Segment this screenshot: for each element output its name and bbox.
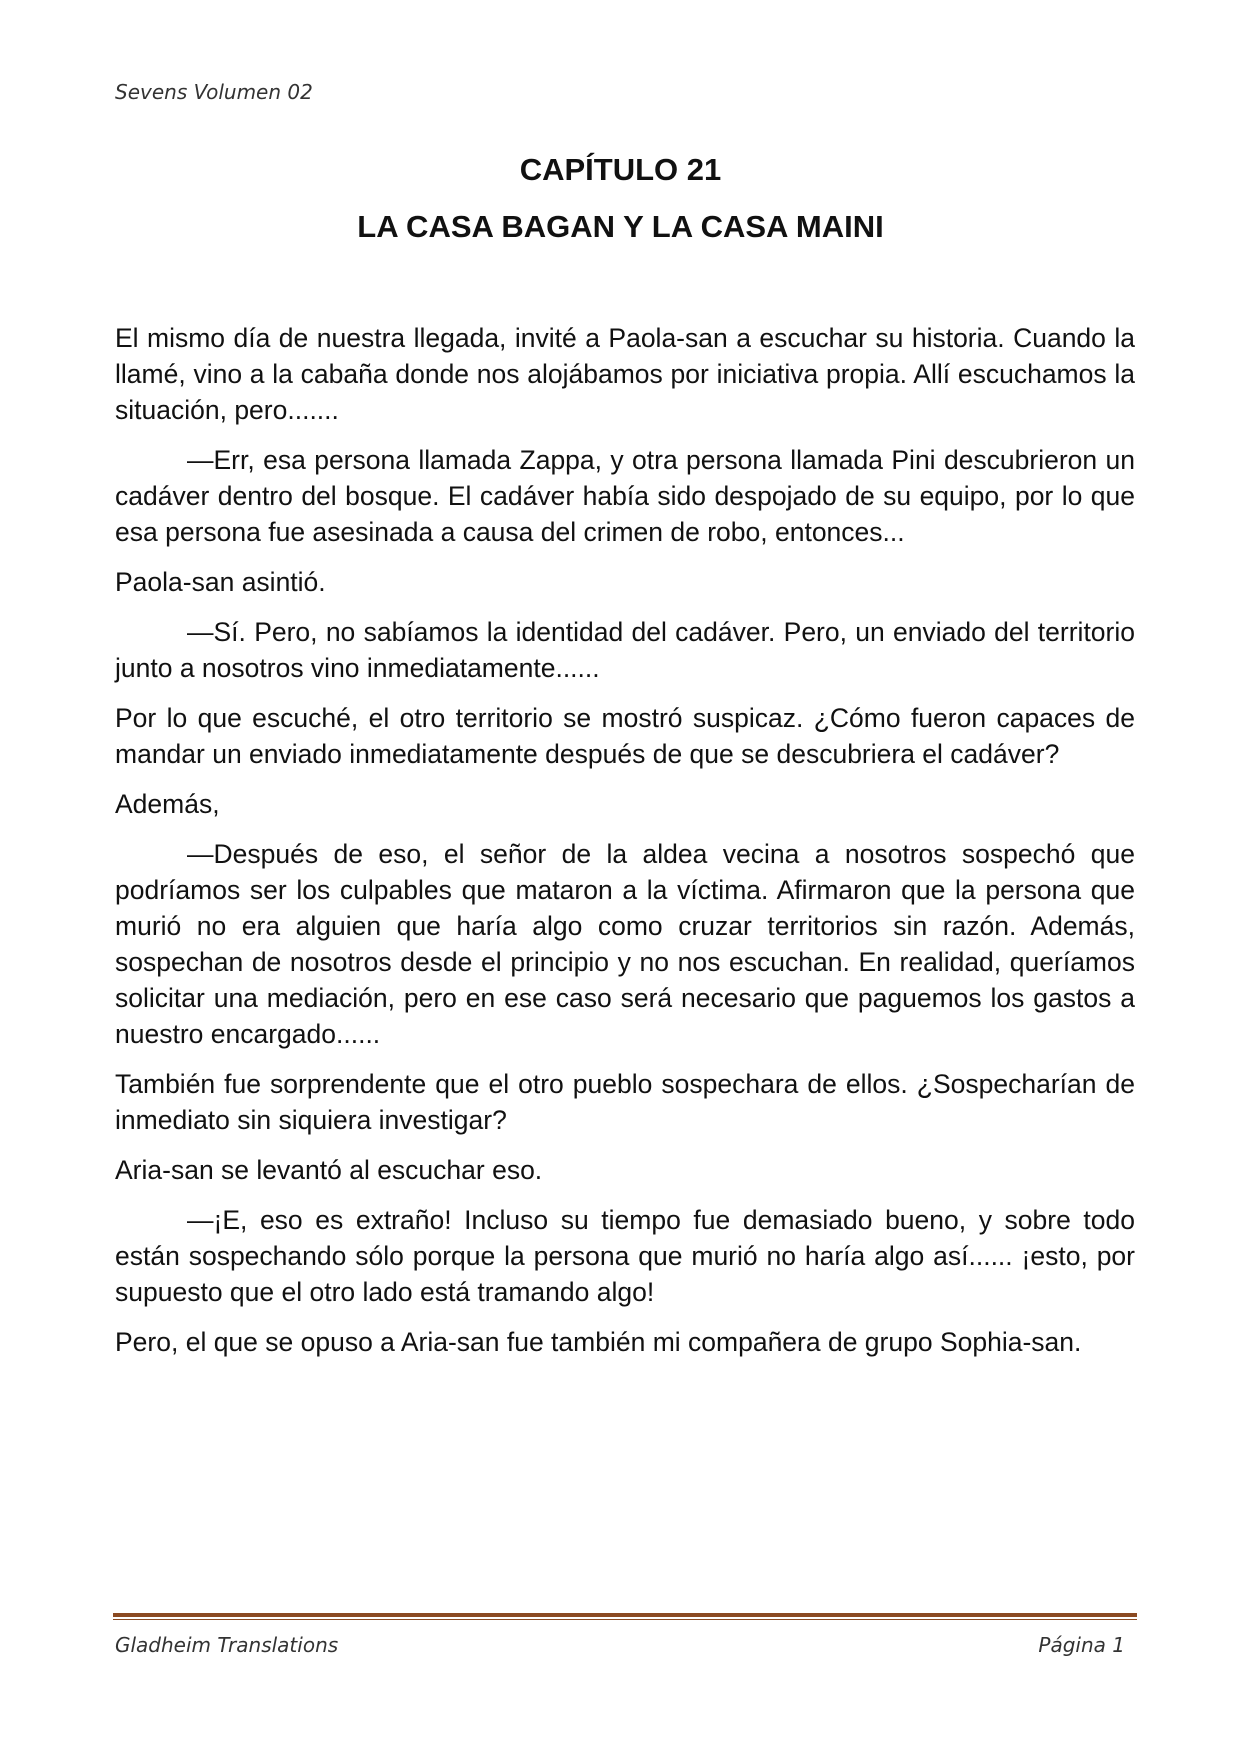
dialogue-paragraph: —Sí. Pero, no sabíamos la identidad del cadáver. Pero, un enviado del territorio junto a nosotros vino inmediatamente...... (115, 617, 1135, 683)
footer-rule (113, 1613, 1137, 1617)
paragraph: Aria-san se levantó al escuchar eso. (115, 1155, 543, 1185)
chapter-body (115, 320, 1135, 1374)
footer-rule-thin (113, 1619, 1137, 1620)
paragraph: Pero, el que se opuso a Aria-san fue también mi compañera de grupo Sophia-san. (115, 1327, 1082, 1357)
paragraph: También fue sorprendente que el otro pueblo sospechara de ellos. ¿Sospecharían de inmediato sin siquiera investigar? (115, 1069, 1135, 1135)
dialogue-paragraph: —Err, esa persona llamada Zappa, y otra persona llamada Pini descubrieron un cadáver dentro del bosque. El cadáver había sido despojado de su equipo, por lo que esa persona fue asesinada a causa del crimen de robo, entonces... (115, 445, 1135, 547)
chapter-title: LA CASA BAGAN Y LA CASA MAINI (357, 209, 884, 244)
chapter-number: CAPÍTULO 21 (519, 152, 722, 187)
paragraph: Además, (115, 789, 220, 819)
dialogue-paragraph: —¡E, eso es extraño! Incluso su tiempo fue demasiado bueno, y sobre todo están sospechando sólo porque la persona que murió no haría algo así...... ¡esto, por supuesto que el otro lado está tramando algo! (115, 1205, 1135, 1307)
page-number: Página 1 (1038, 1633, 1125, 1657)
paragraph: El mismo día de nuestra llegada, invité a Paola-san a escuchar su historia. Cuando la llamé, vino a la cabaña donde nos alojábamos por iniciativa propia. Allí escuchamos la situación, pero....... (115, 323, 1135, 425)
paragraph: Paola-san asintió. (115, 567, 326, 597)
footer-publisher: Gladheim Translations (115, 1633, 339, 1657)
dialogue-paragraph: —Después de eso, el señor de la aldea vecina a nosotros sospechó que podríamos ser los culpables que mataron a la víctima. Afirmaron que la persona que murió no era alguien que haría algo como cruzar territorios sin razón. Además, sospechan de nosotros desde el principio y no nos escuchan. En realidad, queríamos solicitar una mediación, pero en ese caso será necesario que paguemos los gastos a nuestro encargado...... (115, 839, 1135, 1049)
paragraph: Por lo que escuché, el otro territorio se mostró suspicaz. ¿Cómo fueron capaces de mandar un enviado inmediatamente después de que se descubriera el cadáver? (115, 703, 1135, 769)
running-header: Sevens Volumen 02 (115, 80, 313, 104)
